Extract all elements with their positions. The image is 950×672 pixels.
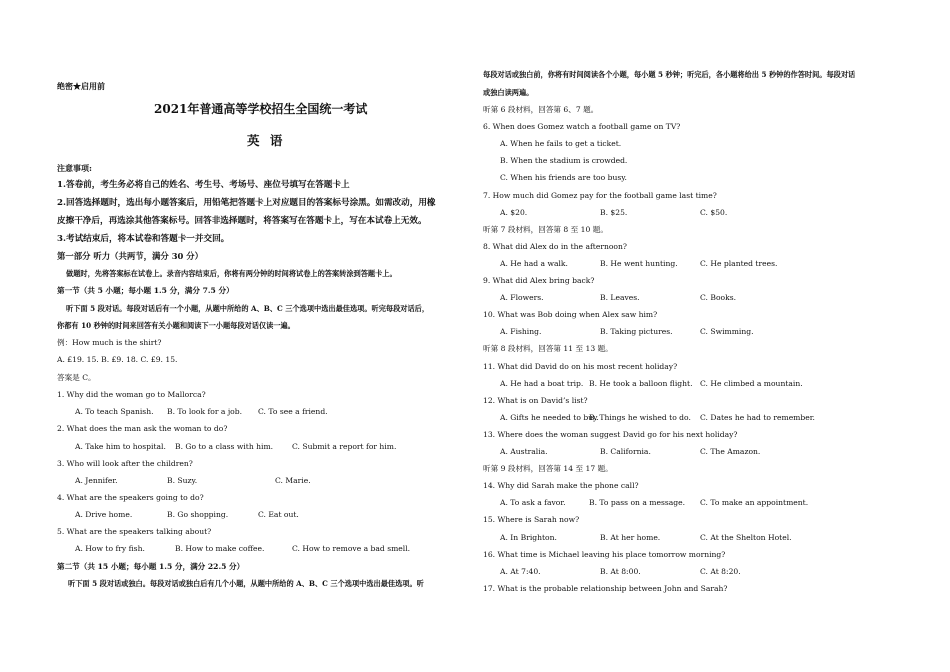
material-label: 听第 9 段材料，回答第 14 至 17 题。	[483, 464, 613, 474]
option-b: B. California.	[600, 447, 651, 456]
option-c: C. Eat out.	[258, 510, 299, 519]
option-b: B. Go shopping.	[167, 510, 229, 519]
option-b: B. Go to a class with him.	[175, 442, 274, 451]
option-b: B. $25.	[600, 207, 628, 217]
option-a: A. He had a walk.	[500, 258, 568, 268]
option-c: C. Books.	[700, 293, 737, 303]
option-c: C. Dates he had to remember.	[700, 412, 815, 422]
option-a: A. In Brighton.	[500, 532, 557, 542]
option-a: A. Australia.	[500, 447, 548, 456]
option-c: C. Swimming.	[700, 327, 754, 337]
question: 7. How much did Gomez pay for the football game last time?	[483, 190, 717, 200]
section2-instruction: 听下面 5 段对话或独白。每段对话或独白后有几个小题，从题中所给的 A、B、C 三个选项中选出最佳选项。听	[68, 579, 424, 588]
question: 17. What is the probable relationship between John and Sarah?	[483, 583, 728, 593]
material-label: 听第 6 段材料，回答第 6、7 题。	[483, 105, 599, 114]
question: 11. What did David do on his most recent holiday?	[483, 361, 678, 371]
option-c: C. To make an appointment.	[700, 498, 809, 508]
part1-heading: 第一部分 听力（共两节，满分 30 分）	[57, 251, 204, 261]
option-b: B. Suzy.	[167, 476, 198, 485]
question: 8. What did Alex do in the afternoon?	[483, 241, 627, 251]
option: A. When he fails to get a ticket.	[500, 139, 622, 149]
option-a: A. To teach Spanish.	[75, 407, 154, 416]
subject-title: 英 语	[247, 133, 286, 148]
question: 15. Where is Sarah now?	[483, 515, 580, 525]
section2-instruction: 或独白读两遍。	[483, 88, 534, 97]
option-b: B. At 8:00.	[600, 566, 641, 576]
note-item: 1.答卷前，考生务必将自己的姓名、考生号、考场号、座位号填写在答题卡上	[57, 180, 350, 190]
option-b: B. To pass on a message.	[589, 498, 686, 508]
question: 9. What did Alex bring back?	[483, 276, 595, 285]
example-options: A. £19. 15. B. £9. 18. C. £9. 15.	[57, 355, 178, 364]
material-label: 听第 8 段材料，回答第 11 至 13 题。	[483, 344, 613, 354]
section1-instruction: 听下面 5 段对话。每段对话后有一个小题，从题中所给的 A、B、C 三个选项中选出最佳选项。听完每段对话后，	[66, 304, 430, 313]
option-a: A. Drive home.	[75, 510, 133, 519]
option-c: C. $50.	[700, 207, 728, 217]
question: 4. What are the speakers going to do?	[57, 493, 204, 502]
note-item: 2.回答选择题时，选出每小题答案后，用铅笔把答题卡上对应题目的答案标号涂黑。如需改动，用橡	[57, 198, 436, 208]
section2-instruction: 每段对话或独白前，你将有时间阅读各个小题，每小题 5 秒钟；听完后，各小题将给出 5 秒钟的作答时间。每段对话	[483, 70, 856, 79]
option-a: A. At 7:40.	[500, 566, 541, 576]
note-item: 皮擦干净后，再选涂其他答案标号。回答非选择题时，将答案写在答题卡上，写在本试卷上无效。	[57, 216, 427, 226]
option-a: A. Fishing.	[500, 327, 542, 337]
option-b: B. Things he wished to do.	[589, 412, 691, 422]
option-c: C. Marie.	[275, 476, 311, 485]
note-item: 3.考试结束后，将本试卷和答题卡一并交回。	[57, 234, 230, 244]
option-c: C. At the Shelton Hotel.	[700, 532, 792, 542]
section1-heading: 第一节（共 5 小题；每小题 1.5 分，满分 7.5 分）	[57, 286, 234, 295]
part1-instruction: 做题时，先将答案标在试卷上。录音内容结束后，你将有两分钟的时间将试卷上的答案转涂到答题卡上。	[66, 269, 397, 278]
question: 16. What time is Michael leaving his place tomorrow morning?	[483, 549, 726, 559]
option-b: B. Leaves.	[600, 293, 640, 303]
question: 1. Why did the woman go to Mallorca?	[57, 390, 206, 399]
option-b: B. He went hunting.	[600, 258, 678, 268]
option-b: B. How to make coffee.	[175, 544, 265, 553]
confidential-mark: 绝密★启用前	[57, 81, 105, 91]
question: 10. What was Bob doing when Alex saw him?	[483, 310, 658, 320]
question: 13. Where does the woman suggest David go for his next holiday?	[483, 429, 738, 439]
option-b: B. To look for a job.	[167, 407, 243, 416]
option-a: A. Gifts he needed to buy.	[500, 412, 599, 422]
example-answer: 答案是 C。	[57, 373, 96, 382]
section2-heading: 第二节（共 15 小题；每小题 1.5 分，满分 22.5 分）	[57, 562, 245, 571]
material-label: 听第 7 段材料，回答第 8 至 10 题。	[483, 224, 608, 234]
option-a: A. To ask a favor.	[500, 498, 566, 508]
option-a: A. $20.	[500, 207, 528, 217]
question: 6. When does Gomez watch a football game on TV?	[483, 122, 681, 132]
exam-title: 2021年普通高等学校招生全国统一考试	[154, 102, 368, 116]
question: 3. Who will look after the children?	[57, 459, 193, 468]
option-c: C. How to remove a bad smell.	[292, 544, 411, 553]
option-a: A. Take him to hospital.	[75, 442, 166, 451]
example-question: 例：How much is the shirt?	[57, 338, 162, 347]
option-a: A. How to fry fish.	[75, 544, 145, 553]
option-c: C. At 8:20.	[700, 566, 741, 576]
question: 12. What is on David’s list?	[483, 395, 588, 405]
option: C. When his friends are too busy.	[500, 173, 627, 183]
option-c: C. To see a friend.	[258, 407, 328, 416]
option-c: C. The Amazon.	[700, 447, 761, 456]
section1-instruction: 你都有 10 秒钟的时间来回答有关小题和阅读下一小题每段对话仅读一遍。	[57, 321, 295, 330]
question: 14. Why did Sarah make the phone call?	[483, 481, 639, 491]
option-b: B. He took a balloon flight.	[589, 378, 693, 388]
option-c: C. Submit a report for him.	[292, 442, 397, 451]
option-b: B. At her home.	[600, 532, 661, 542]
option-b: B. Taking pictures.	[600, 327, 673, 337]
option-a: A. He had a boat trip.	[500, 378, 584, 388]
option-a: A. Flowers.	[500, 293, 544, 303]
notes-heading: 注意事项:	[57, 163, 92, 173]
question: 5. What are the speakers talking about?	[57, 527, 212, 536]
option: B. When the stadium is crowded.	[500, 156, 628, 166]
option-c: C. He planted trees.	[700, 258, 778, 268]
option-c: C. He climbed a mountain.	[700, 378, 803, 388]
question: 2. What does the man ask the woman to do?	[57, 424, 228, 433]
option-a: A. Jennifer.	[75, 476, 118, 485]
